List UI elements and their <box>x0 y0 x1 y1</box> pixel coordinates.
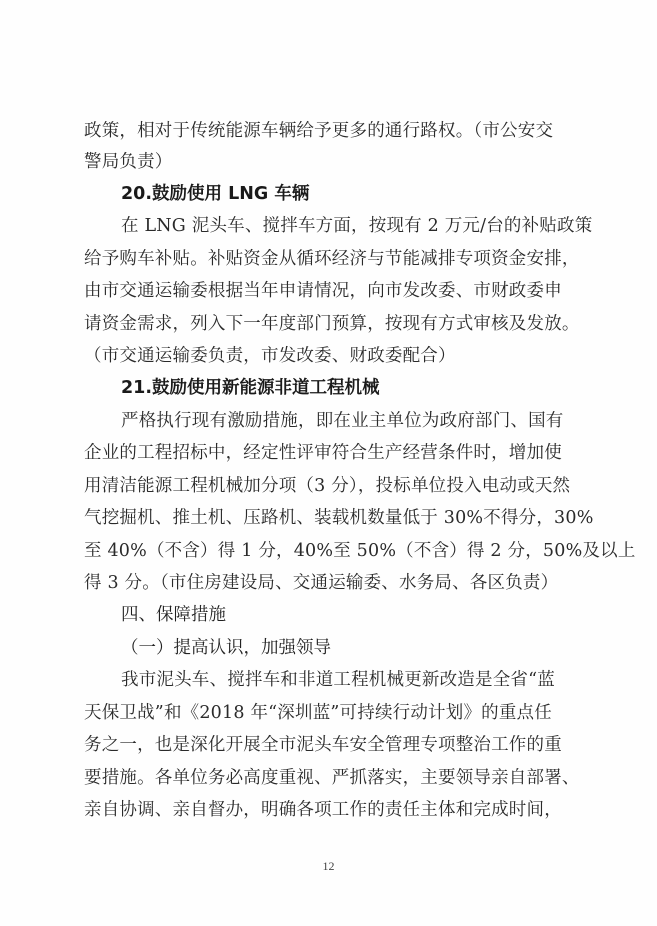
body-text-line: （市交通运输委负责，市发改委、财政委配合） <box>84 346 456 366</box>
body-text-line: 要措施。各单位务必高度重视、严抓落实，主要领导亲自部署、 <box>84 768 580 788</box>
body-text-line: 至 40%（不含）得 1 分，40%至 50%（不含）得 2 分，50%及以上 <box>84 541 636 561</box>
body-text-line: 请资金需求，列入下一年度部门预算，按现有方式审核及发放。 <box>84 314 580 334</box>
body-text-line: 企业的工程招标中，经定性评审符合生产经营条件时，增加使 <box>84 443 562 463</box>
body-text-line: 政策，相对于传统能源车辆给予更多的通行路权。（市公安交 <box>84 121 554 141</box>
body-text-line: 天保卫战”和《2018 年“深圳蓝”可持续行动计划》的重点任 <box>84 703 552 723</box>
body-text-line: 给予购车补贴。补贴资金从循环经济与节能减排专项资金安排， <box>84 249 580 269</box>
body-text-line: 严格执行现有激励措施，即在业主单位为政府部门、国有 <box>121 411 564 431</box>
body-text-line: 在 LNG 泥头车、搅拌车方面，按现有 2 万元/台的补贴政策 <box>121 216 593 236</box>
body-text-line: 气挖掘机、推土机、压路机、装载机数量低于 30%不得分，30% <box>84 508 594 528</box>
body-text-line: 警局负责） <box>84 152 173 172</box>
chapter-heading: 四、保障措施 <box>121 605 226 625</box>
body-text-line: 亲自协调、亲自督办，明确各项工作的责任主体和完成时间， <box>84 800 562 820</box>
body-text-line: 务之一，也是深化开展全市泥头车安全管理专项整治工作的重 <box>84 735 562 755</box>
body-text-line: 我市泥头车、搅拌车和非道工程机械更新改造是全省“蓝 <box>121 670 555 690</box>
body-text-line: 得 3 分。（市住房建设局、交通运输委、水务局、各区负责） <box>84 573 559 593</box>
section-heading-20: 20.鼓励使用 LNG 车辆 <box>121 184 310 204</box>
section-heading-21: 21.鼓励使用新能源非道工程机械 <box>121 378 380 398</box>
subsection-heading: （一）提高认识，加强领导 <box>121 638 331 658</box>
body-text-line: 用清洁能源工程机械加分项（3 分），投标单位投入电动或天然 <box>84 476 571 496</box>
body-text-line: 由市交通运输委根据当年申请情况，向市发改委、市财政委申 <box>84 281 562 301</box>
page-number: 12 <box>322 859 335 873</box>
